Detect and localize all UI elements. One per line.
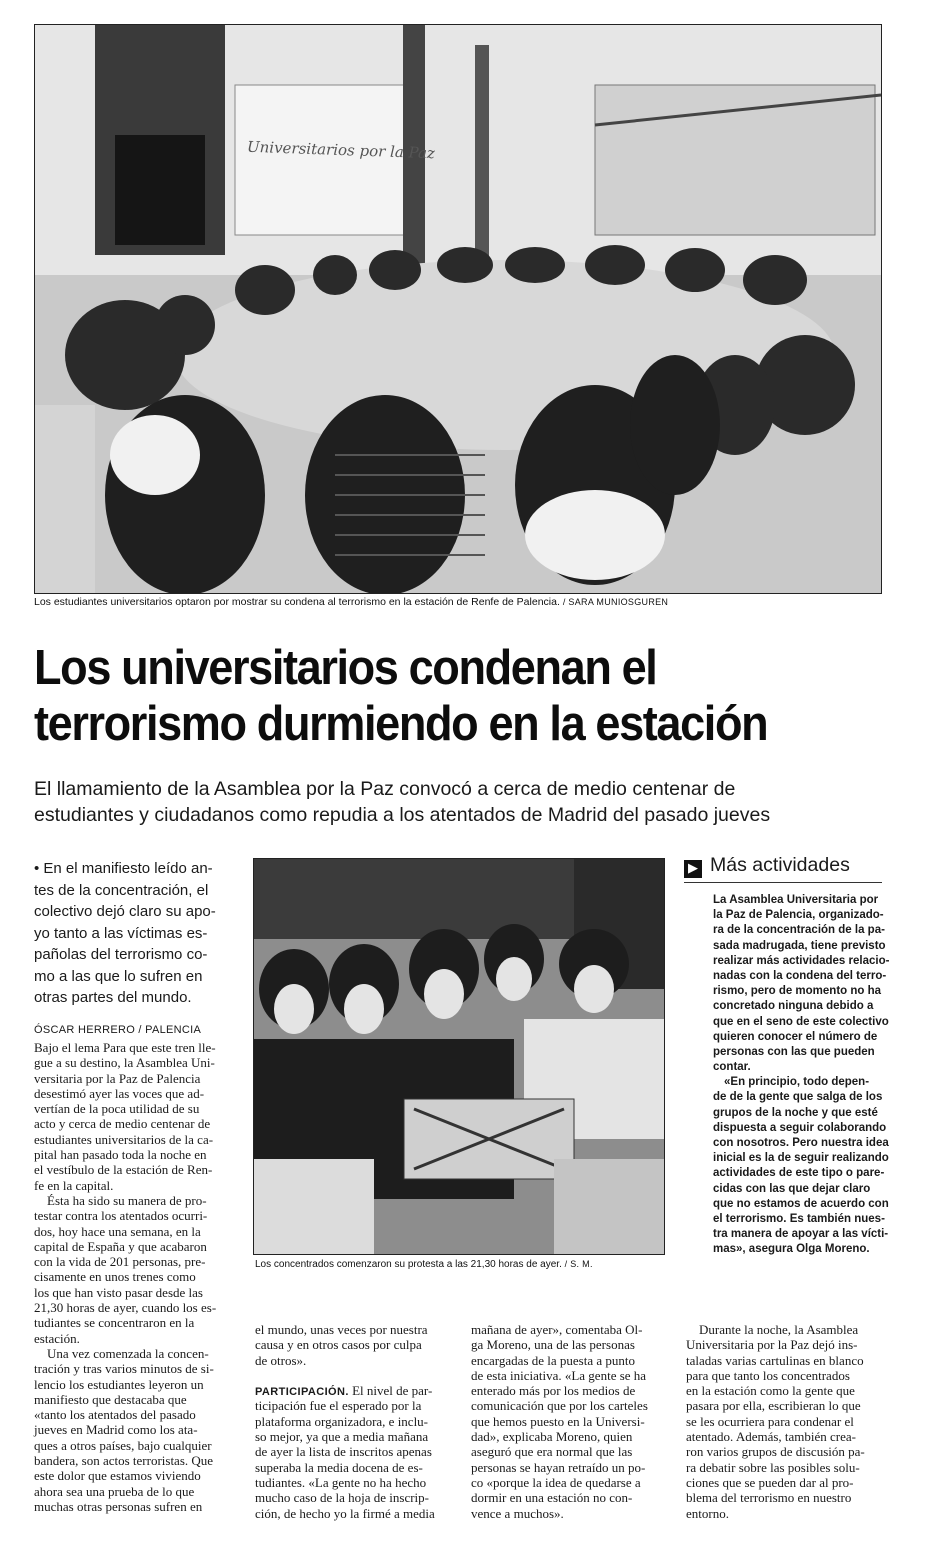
body-line: tudiantes se concentraron en la [34,1315,195,1331]
body-line: capital de España y que acabaron [34,1238,207,1254]
secondary-photo-caption [255,1259,593,1270]
protest-banner-text: Universitarios por la Paz [246,137,436,163]
body-column-3 [471,1322,671,1521]
body-line: comunicación que por los carteles [471,1398,648,1414]
sidebar-line: ra de la concentración de la pa- [713,924,885,937]
lead-line: colectivo dejó claro su apo- [34,903,216,920]
lead-line: otras partes del mundo. [34,989,192,1006]
headline-line-1: Los universitarios condenan el [34,641,657,695]
secondary-photo-image [254,859,664,1254]
sidebar-line: «En principio, todo depen- [724,1076,870,1089]
body-line: el vestíbulo de la estación de Ren- [34,1162,213,1178]
body-line: fe en la capital. [34,1177,114,1193]
sidebar-line: concretado ninguna debido a [713,1000,874,1013]
body-line: aseguró que era normal que las [471,1444,633,1460]
sidebar-line: La Asamblea Universitaria por [713,894,879,906]
body-line: tudiantes. «La gente no ha hecho [255,1474,427,1490]
body-line: en la estación como la gente que [686,1383,855,1399]
body-line: causa y en otros casos por culpa [255,1337,422,1353]
sidebar-line: el terrorismo. Es también nues- [713,1212,885,1225]
sidebar-line: personas con las que pueden [713,1045,875,1058]
sidebar-title: Más actividades [710,854,850,876]
body-line: el mundo, unas veces por nuestra [255,1322,428,1337]
sidebar-line: con nosotros. Pero nuestra idea [713,1137,889,1149]
body-line: ra debatir sobre las posibles solu- [686,1459,860,1475]
body-line: de ayer la lista de inscritos apenas [255,1444,432,1460]
body-line: atentado. Además, también crea- [686,1429,857,1445]
sidebar-line: la Paz de Palencia, organizado- [713,909,884,922]
body-line: testar contra los atentados ocurri- [34,1208,208,1224]
secondary-photo [253,858,665,1255]
body-line [255,1383,455,1398]
body-line: con la vida de 201 personas, pre- [34,1254,206,1270]
body-line: para que tanto los concentrados [686,1367,850,1383]
body-line: ron varios grupos de discusión pa- [686,1444,865,1460]
body-line: ques a otros países, bajo cualquier [34,1437,212,1453]
body-line: tración y tras varios minutos de si- [34,1361,214,1377]
sidebar-line: contar. [713,1061,751,1074]
body-line: versitaria por la Paz de Palencia [34,1070,201,1086]
body-line: ción, de hecho yo la firmé a media [255,1505,435,1521]
secondary-photo-caption-text: Los concentrados comenzaron su protesta a las 21,30 horas de ayer. [255,1259,562,1270]
body-line: este dolor que estamos viviendo [34,1468,201,1484]
body-line: de esta iniciativa. «La gente se ha [471,1367,647,1383]
section-kicker: PARTICIPACIÓN. [255,1386,349,1399]
body-line: estudiantes universitarios de la ca- [34,1131,214,1147]
sidebar-body [713,893,893,1258]
body-line: cisamente en unos trenes como [34,1269,196,1285]
body-line: acto y cerca de medio centenar de [34,1116,211,1132]
body-line: Una vez comenzada la concen- [47,1345,209,1361]
body-line: de otros». [255,1352,307,1368]
body-line: so mejor, ya que a media mañana [255,1429,429,1445]
body-line: ahora sea una prueba de lo que [34,1483,195,1499]
sidebar-line: sada madrugada, tiene previsto [713,939,886,952]
body-line: jueves en Madrid como los ata- [34,1422,198,1438]
body-line: que hemos puesto en la Universi- [471,1413,645,1429]
body-line: los que han visto pasar desde las [34,1284,203,1300]
body-spacer [255,1368,455,1383]
body-line: pasara por ella, escribieran lo que [686,1398,861,1414]
main-photo-credit: / SARA MUNIOSGUREN [562,597,669,607]
body-line: ticipación fue el esperado por la [255,1398,422,1414]
sidebar-line: mas», asegura Olga Moreno. [713,1243,870,1256]
body-line: Universitaria por la Paz dejó ins- [686,1337,858,1353]
sidebar-line: quieren conocer el número de [713,1030,878,1043]
body-line: manifiesto que destacaba que [34,1391,187,1407]
sidebar-line: que en el seno de este colectivo [713,1015,889,1028]
body-line: dad», explicaba Moreno, quien [471,1429,633,1445]
body-line: mucho caso de la hoja de inscrip- [255,1490,429,1506]
body-line: pital han pasado toda la noche en [34,1147,207,1163]
body-line: plataforma organizadora, e inclu- [255,1413,429,1429]
headline [34,640,767,752]
lead-line: mo a las que lo sufren en [34,967,203,985]
body-line: vence a muchos». [471,1505,564,1521]
body-column-2 [255,1322,455,1521]
sidebar-icon: ▶ [684,860,702,878]
body-line: enterado más por los medios de [471,1383,636,1399]
sidebar-line: grupos de la noche y que esté [713,1106,878,1119]
lead-line: tes de la concentración, el [34,881,209,899]
body-line: taladas varias cartulinas en blanco [686,1352,864,1368]
body-line: «tanto los atentados del pasado [34,1407,196,1423]
sidebar-line: nadas con la condena del terro- [713,969,887,982]
sidebar-line: inicial es la de seguir realizando [713,1152,889,1165]
body-line: gue a su destino, la Asamblea Uni- [34,1055,215,1071]
sidebar-line: que no estamos de acuerdo con [713,1197,889,1210]
body-line: superaba la media docena de es- [255,1459,423,1475]
sidebar-line: dispuesta a seguir colaborando [713,1121,887,1134]
body-line: Bajo el lema Para que este tren lle- [34,1040,216,1055]
sidebar-line: actividades de este tipo o pare- [713,1167,885,1180]
sidebar-line: cidas con las que dejar claro [713,1182,871,1195]
body-line: 21,30 horas de ayer, cuando los es- [34,1300,217,1316]
body-line: dos, hoy hace una semana, en la [34,1223,201,1239]
headline-line-2: terrorismo durmiendo en la estación [34,697,768,751]
sidebar-line: rismo, pero de momento no ha [713,985,882,998]
byline: ÓSCAR HERRERO / PALENCIA [34,1024,202,1036]
lead-line: yo tanto a las víctimas es- [34,924,208,942]
main-photo-caption-text: Los estudiantes universitarios optaron por mostrar su condena al terrorismo en la estación de Renfe de Palencia. [34,596,560,608]
main-photo-caption [34,596,668,608]
body-line: personas se hayan retraído un po- [471,1459,646,1475]
main-photo-image [35,25,881,593]
body-line: encargadas de la puesta a punto [471,1352,635,1368]
body-line: ga Moreno, una de las personas [471,1337,635,1353]
sidebar-rule [684,882,882,883]
body-line: mañana de ayer», comentaba Ol- [471,1322,643,1337]
body-line: blema del terrorismo en nuestro [686,1490,852,1506]
body-line: Durante la noche, la Asamblea [699,1322,859,1337]
body-line: se les ocurriera para condenar el [686,1413,854,1429]
lead-line: pañolas del terrorismo co- [34,946,208,963]
body-line: estación. [34,1330,80,1346]
body-line: co «porque la idea de quedarse a [471,1474,641,1490]
body-line: ciones que se pueden dar al pro- [686,1474,854,1490]
subheadline [34,776,770,828]
body-line: entorno. [686,1505,729,1521]
sidebar-line: realizar más actividades relacio- [713,954,890,967]
body-line: lencio los estudiantes leyeron un [34,1376,204,1392]
body-line: bandera, son actos terroristas. Que [34,1453,214,1469]
body-line: Ésta ha sido su manera de pro- [47,1192,207,1208]
main-photo [34,24,882,594]
body-column-1 [34,1040,239,1514]
body-column-4 [686,1322,891,1521]
lead-line: • En el manifiesto leído an- [34,860,213,877]
sidebar-line: tra manera de apoyar a las vícti- [713,1228,889,1241]
sidebar-line: de de la gente que salga de los [713,1091,883,1104]
subheadline-line-2: estudiantes y ciudadanos como repudia a los atentados de Madrid del pasado jueves [34,804,771,826]
body-line: vertían de la poca utilidad de su [34,1101,200,1117]
body-line: desestimó ayer las voces que ad- [34,1085,205,1101]
secondary-photo-credit: / S. M. [564,1259,593,1269]
body-line: dormir en una estación no con- [471,1490,633,1506]
lead-paragraph [34,858,216,1009]
body-line: muchas otras personas sufren en [34,1498,203,1514]
body-line-rest: El nivel de par- [348,1383,433,1399]
subheadline-line-1: El llamamiento de la Asamblea por la Paz convocó a cerca de medio centenar de [34,778,736,800]
